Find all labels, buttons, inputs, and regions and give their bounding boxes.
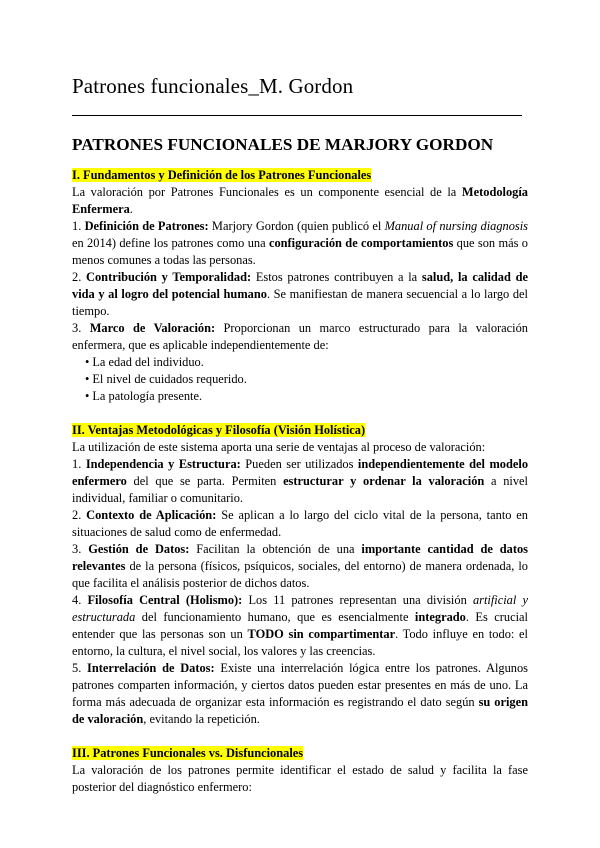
section-3-heading: III. Patrones Funcionales vs. Disfuncionales [72,746,304,760]
section-1-item-2: 2. Contribución y Temporalidad: Estos patrones contribuyen a la salud, la calidad de vida y al logro del potencial humano. Se manifiestan de manera secuencial a lo largo del tiempo. [72,270,529,318]
section-2-item-1: 1. Independencia y Estructura: Pueden ser utilizados independientemente del modelo enfermero del que se parta. Permiten estructurar y ordenar la valoración a nivel individual, familiar o comunitario. [72,457,529,505]
section-2-item-4: 4. Filosofía Central (Holismo): Los 11 patrones representan una división artificial y estructurada del funcionamiento humano, que es esencialmente integrado. Es crucial entender que las personas son un TODO sin compartimentar. Todo influye en todo: el entorno, la cultura, el nivel social, los valores y las creencias. [72,593,528,658]
section-1-bullet-list [72,354,528,405]
document-body [72,167,528,796]
section-2-item-5: 5. Interrelación de Datos: Existe una interrelación lógica entre los patrones. Algunos patrones comparten información, y ciertos datos pueden estar presentes en más de uno. La forma más adecuada de organizar esta información es registrando el dato según su origen de valoración, evitando la repetición. [72,661,528,726]
list-item: • El nivel de cuidados requerido. [72,371,528,388]
section-2-item-3: 3. Gestión de Datos: Facilitan la obtención de una importante cantidad de datos relevantes de la persona (físicos, psíquicos, sociales, del entorno) de manera ordenada, lo que facilita el análisis posterior de dichos datos. [72,542,529,590]
section-1-heading: I. Fundamentos y Definición de los Patrones Funcionales [72,168,372,182]
section-2-heading: II. Ventajas Metodológicas y Filosofía (Visión Holística) [72,423,366,437]
section-2-intro: La utilización de este sistema aporta una serie de ventajas al proceso de valoración: [72,440,486,454]
section-1-item-1: 1. Definición de Patrones: Marjory Gordon (quien publicó el Manual of nursing diagnosis en 2014) define los patrones como una configuración de comportamientos que son más o menos comunes a todas las personas. [72,219,529,267]
section-1-intro: La valoración por Patrones Funcionales es un componente esencial de la Metodología Enfermera. [72,185,528,216]
document-title: Patrones funcionales_M. Gordon [72,74,354,98]
list-item: • La patología presente. [72,388,528,405]
list-item: • La edad del individuo. [72,354,528,371]
section-2-item-2: 2. Contexto de Aplicación: Se aplican a lo largo del ciclo vital de la persona, tanto en situaciones de salud como de enfermedad. [72,508,529,539]
section-3-intro: La valoración de los patrones permite identificar el estado de salud y facilita la fase posterior del diagnóstico enfermero: [72,763,528,794]
main-heading: PATRONES FUNCIONALES DE MARJORY GORDON [72,135,494,154]
title-underline [72,115,522,116]
section-1-item-3: 3. Marco de Valoración: Proporcionan un marco estructurado para la valoración enfermera, que es aplicable independientemente de: [72,321,528,352]
